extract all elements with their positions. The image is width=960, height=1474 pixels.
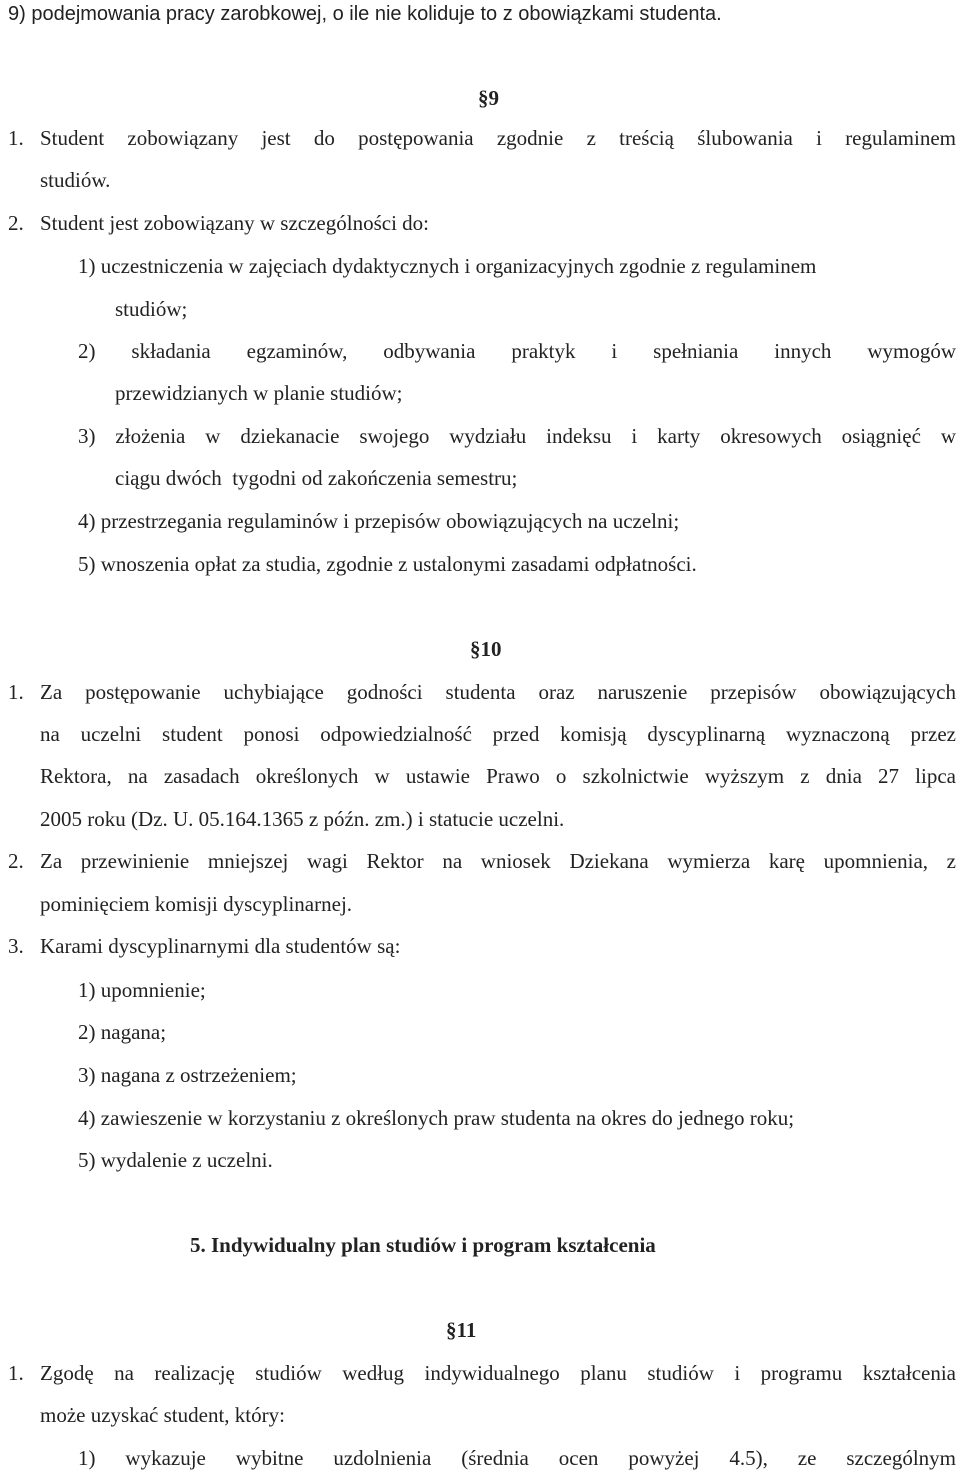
list-item: 9) podejmowania pracy zarobkowej, o ile nie koliduje to z obowiązkami studenta. <box>8 3 722 25</box>
paragraph-line: Za przewinienie mniejszej wagi Rektor na wniosek Dziekana wymierza karę upomnienia, z <box>40 849 956 873</box>
list-item: 1) upomnienie; <box>78 978 206 1002</box>
item-number: 2. <box>8 211 24 235</box>
list-item: 3) złożenia w dziekanacie swojego wydziału indeksu i karty okresowych osiągnięć w <box>78 424 956 448</box>
item-number: 1. <box>8 680 24 704</box>
list-item: 1) wykazuje wybitne uzdolnienia (średnia ocen powyżej 4.5), ze szczególnym <box>78 1446 956 1470</box>
paragraph-line: Student jest zobowiązany w szczególności do: <box>40 211 429 235</box>
list-item: 2) nagana; <box>78 1020 167 1044</box>
list-item: 3) nagana z ostrzeżeniem; <box>78 1063 297 1087</box>
paragraph-line: Student zobowiązany jest do postępowania zgodnie z treścią ślubowania i regulaminem <box>40 126 956 150</box>
list-item: 4) przestrzegania regulaminów i przepisów obowiązujących na uczelni; <box>78 509 680 533</box>
list-item: 5) wydalenie z uczelni. <box>78 1148 273 1172</box>
paragraph-line: Rektora, na zasadach określonych w ustawie Prawo o szkolnictwie wyższym z dnia 27 lipca <box>40 764 956 788</box>
item-number: 1. <box>8 126 24 150</box>
paragraph-line: Zgodę na realizację studiów według indywidualnego planu studiów i programu kształcenia <box>40 1361 956 1385</box>
item-number: 1. <box>8 1361 24 1385</box>
paragraph-line: na uczelni student ponosi odpowiedzialność przed komisją dyscyplinarną wyznaczoną przez <box>40 722 956 746</box>
list-item: 5) wnoszenia opłat za studia, zgodnie z ustalonymi zasadami odpłatności. <box>78 552 697 576</box>
paragraph-line: Karami dyscyplinarnymi dla studentów są: <box>40 934 401 958</box>
list-item-continuation: przewidzianych w planie studiów; <box>115 381 403 405</box>
chapter-heading: 5. Indywidualny plan studiów i program kształcenia <box>190 1233 656 1257</box>
section-heading: §10 <box>470 637 502 661</box>
paragraph-line: może uzyskać student, który: <box>40 1403 285 1427</box>
list-item: 4) zawieszenie w korzystaniu z określonych praw studenta na okres do jednego roku; <box>78 1106 795 1130</box>
item-number: 2. <box>8 849 24 873</box>
paragraph-line: Za postępowanie uchybiające godności studenta oraz naruszenie przepisów obowiązujących <box>40 680 956 704</box>
paragraph-line: 2005 roku (Dz. U. 05.164.1365 z późn. zm.) i statucie uczelni. <box>40 807 565 831</box>
paragraph-line: studiów. <box>40 168 111 192</box>
list-item-continuation: ciągu dwóch tygodni od zakończenia semestru; <box>115 466 518 490</box>
section-heading: §9 <box>478 86 499 110</box>
list-item: 1) uczestniczenia w zajęciach dydaktycznych i organizacyjnych zgodnie z regulaminem <box>78 254 817 278</box>
paragraph-line: pominięciem komisji dyscyplinarnej. <box>40 892 353 916</box>
list-item-continuation: studiów; <box>115 297 188 321</box>
section-heading: §11 <box>446 1318 477 1342</box>
item-number: 3. <box>8 934 24 958</box>
list-item: 2) składania egzaminów, odbywania praktyk i spełniania innych wymogów <box>78 339 956 363</box>
